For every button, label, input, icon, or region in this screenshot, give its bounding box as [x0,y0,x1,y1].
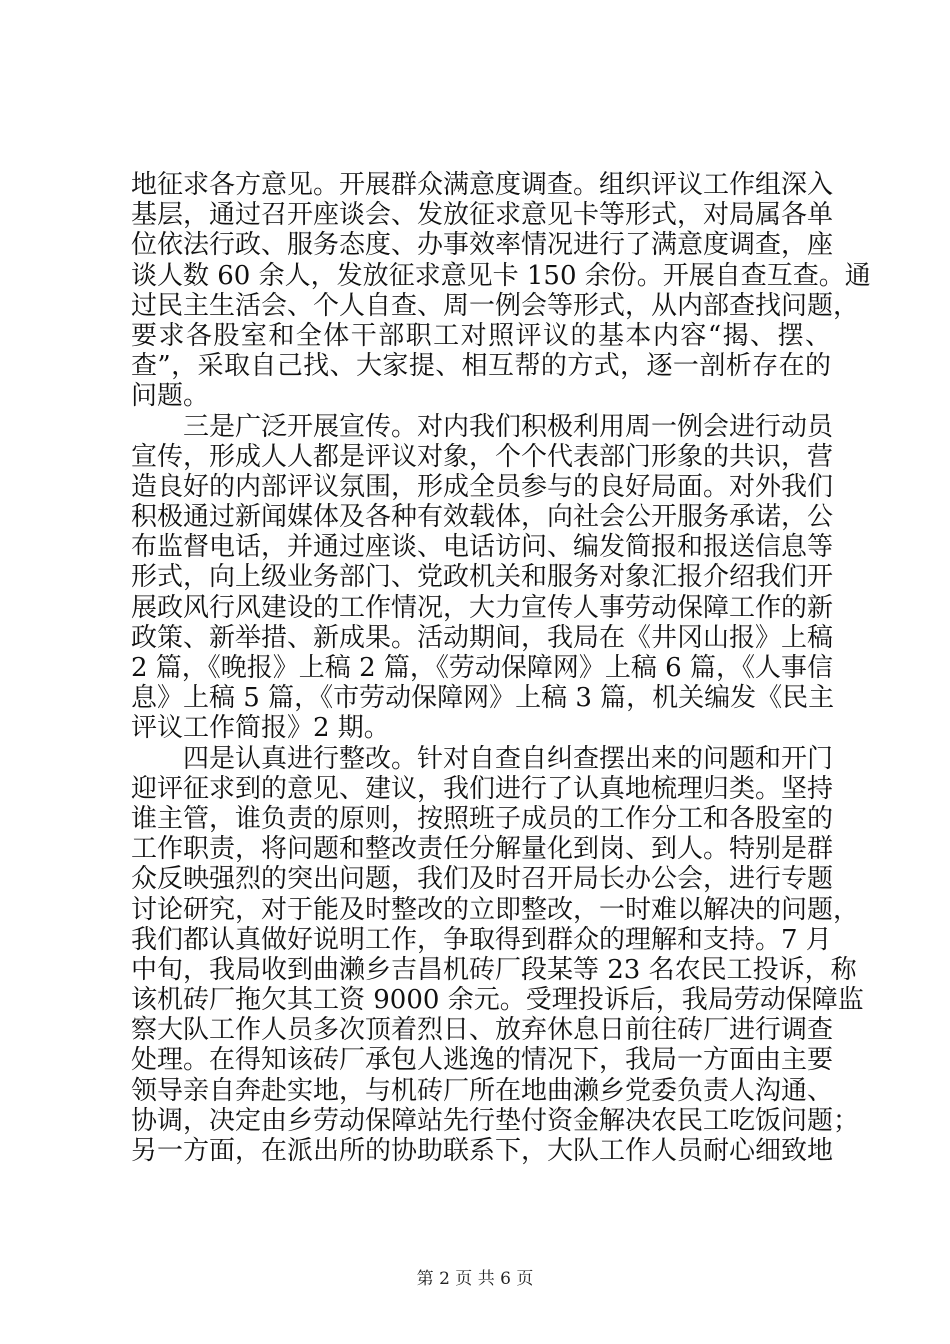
text-line: 领导亲自奔赴实地，与机砖厂所在地曲濑乡党委负责人沟通、 [131,1075,834,1106]
text-line: 谁主管，谁负责的原则，按照班子成员的工作分工和各股室的 [131,803,834,834]
text-line: 过民主生活会、个人自查、周一例会等形式，从内部查找问题， [131,290,860,321]
text-line: 中旬，我局收到曲濑乡吉昌机砖厂段某等 23 名农民工投诉，称 [131,954,857,985]
text-line: 该机砖厂拖欠其工资 9000 余元。受理投诉后，我局劳动保障监 [131,985,864,1016]
text-line: 位依法行政、服务态度、办事效率情况进行了满意度调查，座 [131,230,834,261]
text-line: 众反映强烈的突出问题，我们及时召开局长办公会，进行专题 [131,864,834,895]
text-line: 迎评征求到的意见、建议，我们进行了认真地梳理归类。坚持 [131,773,834,804]
text-line: 查”，采取自己找、大家提、相互帮的方式，逐一剖析存在的 [131,351,831,382]
text-line: 处理。在得知该砖厂承包人逃逸的情况下，我局一方面由主要 [131,1045,834,1076]
text-line: 宣传，形成人人都是评议对象，个个代表部门形象的共识，营 [131,441,834,472]
text-line: 评议工作简报》2 期。 [131,713,390,744]
text-line: 问题。 [131,381,210,412]
text-line: 布监督电话，并通过座谈、电话访问、编发简报和报送信息等 [131,532,834,563]
page-footer: 第 2 页 共 6 页 [416,1269,534,1289]
text-line: 积极通过新闻媒体及各种有效载体，向社会公开服务承诺，公 [131,502,834,533]
text-line: 展政风行风建设的工作情况，大力宣传人事劳动保障工作的新 [131,592,834,623]
text-line: 造良好的内部评议氛围，形成全员参与的良好局面。对外我们 [131,471,834,502]
text-line: 地征求各方意见。开展群众满意度调查。组织评议工作组深入 [131,170,834,200]
text-line: 基层，通过召开座谈会、发放征求意见卡等形式，对局属各单 [131,200,834,231]
text-line: 协调，决定由乡劳动保障站先行垫付资金解决农民工吃饭问题； [131,1105,860,1136]
text-line: 另一方面，在派出所的协助联系下，大队工作人员耐心细致地 [131,1136,834,1166]
text-line: 息》上稿 5 篇，《市劳动保障网》上稿 3 篇，机关编发《民主 [131,683,835,714]
body-text [131,170,871,1166]
text-line: 工作职责，将问题和整改责任分解量化到岗、到人。特别是群 [131,834,834,865]
text-line: 察大队工作人员多次顶着烈日、放弃休息日前往砖厂进行调查 [131,1015,834,1046]
text-line: 形式，向上级业务部门、党政机关和服务对象汇报介绍我们开 [131,562,834,593]
text-line: 2 篇，《晚报》上稿 2 篇，《劳动保障网》上稿 6 篇，《人事信 [131,653,833,683]
text-line: 政策、新举措、新成果。活动期间，我局在《井冈山报》上稿 [131,622,834,653]
text-line: 讨论研究，对于能及时整改的立即整改，一时难以解决的问题， [131,894,860,925]
text-line: 谈人数 60 余人，发放征求意见卡 150 余份。开展自查互查。通 [131,260,871,291]
text-line: 要求各股室和全体干部职工对照评议的基本内容“揭、摆、 [131,320,831,351]
text-line: 三是广泛开展宣传。对内我们积极利用周一例会进行动员 [131,411,834,442]
text-line: 我们都认真做好说明工作，争取得到群众的理解和支持。7 月 [131,924,832,955]
text-line: 四是认真进行整改。针对自查自纠查摆出来的问题和开门 [131,743,834,774]
